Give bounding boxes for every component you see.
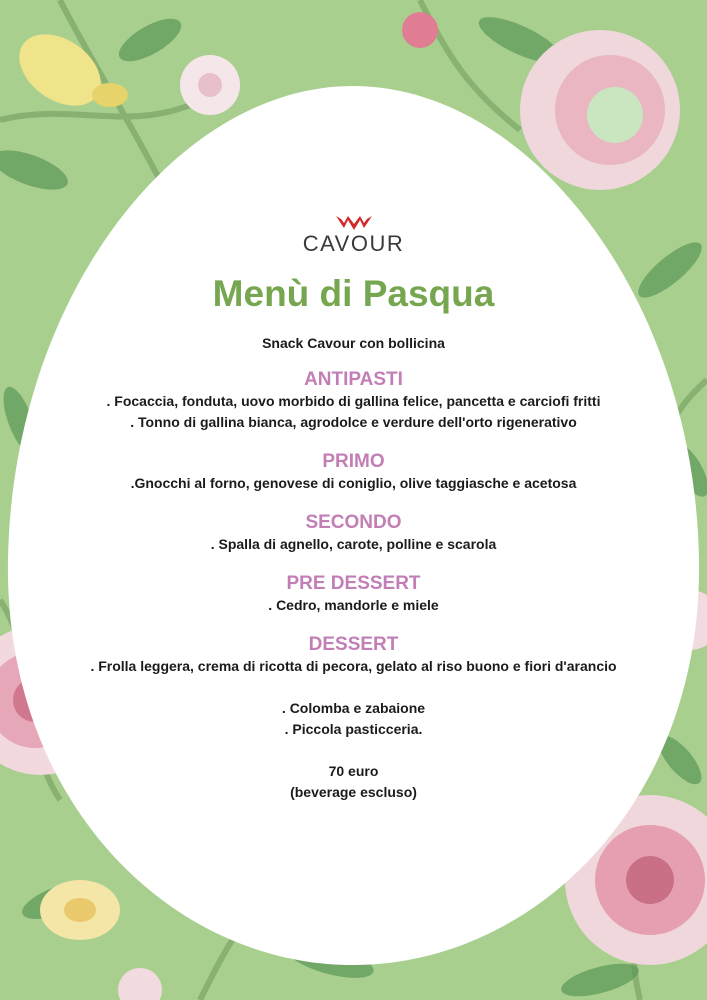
section-heading-primo: PRIMO bbox=[322, 451, 385, 472]
section-heading-secondo: SECONDO bbox=[305, 512, 402, 533]
menu-content bbox=[40, 214, 667, 803]
section-heading-pre-dessert: PRE DESSERT bbox=[286, 573, 421, 594]
menu-item: . Tonno di gallina bianca, agrodolce e verdure dell'orto rigenerativo bbox=[130, 414, 577, 430]
price-amount: 70 euro bbox=[328, 763, 379, 779]
menu-item: .Gnocchi al forno, genovese di coniglio, olive taggiasche e acetosa bbox=[130, 475, 577, 491]
menu-item: . Cedro, mandorle e miele bbox=[268, 597, 439, 613]
crown-logo-icon bbox=[334, 214, 374, 232]
extra-item: . Piccola pasticceria. bbox=[284, 721, 423, 737]
price-note: (beverage escluso) bbox=[290, 784, 417, 800]
menu-item: . Spalla di agnello, carote, polline e scarola bbox=[210, 536, 497, 552]
page-title: Menù di Pasqua bbox=[212, 273, 495, 314]
section-heading-antipasti: ANTIPASTI bbox=[304, 369, 403, 390]
menu-item: . Focaccia, fonduta, uovo morbido di gallina felice, pancetta e carciofi fritti bbox=[106, 393, 601, 409]
section-heading-dessert: DESSERT bbox=[308, 634, 399, 655]
brand-name: CAVOUR bbox=[302, 231, 405, 256]
extra-item: . Colomba e zabaione bbox=[281, 700, 426, 716]
menu-item: . Frolla leggera, crema di ricotta di pecora, gelato al riso buono e fiori d'arancio bbox=[90, 658, 617, 674]
intro-line: Snack Cavour con bollicina bbox=[262, 335, 445, 351]
